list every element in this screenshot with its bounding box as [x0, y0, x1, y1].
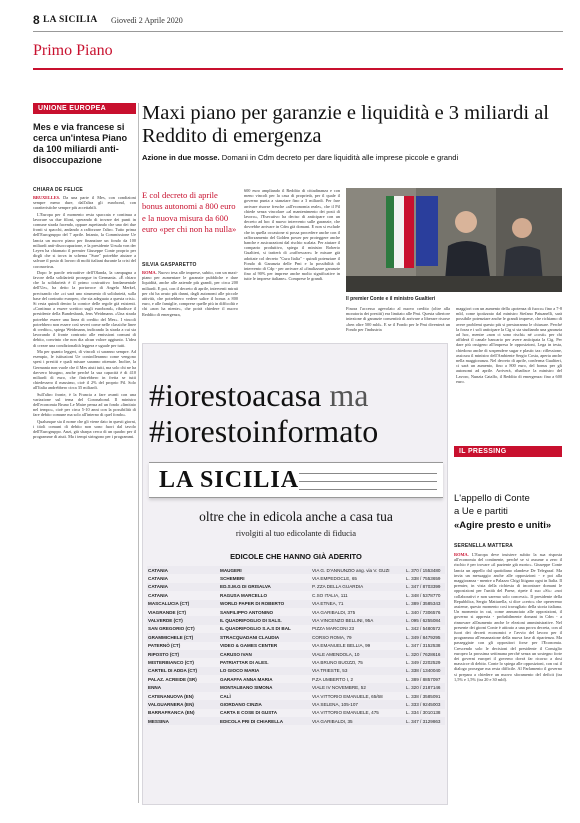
right-city: ROMA. [454, 552, 469, 557]
newsstand-phone: L. 347 / 3152538 [406, 643, 441, 649]
left-body [33, 195, 136, 795]
left-paragraph: L'Europa per il momento resta spaccata e continua a lavorare su due filoni, sperando di trovare dei punti in comune strada facendo, oppure aspettando che uno dei due fronti si spacchi, andando a rafforzare l'altro. Tutto prima dell'Eurogruppo del 7 aprile. Intanto, la Commissione Ue lancia un nuovo piano per finanziare un fondo da 100 miliardi anti-disoccupazione, e la presidente Ursula von der Leyen ha chiamato il premier Giuseppe Conte proprio per dirgli che si trova in schema "Sure" potrebbe aiutare a salvare il posto di lavoro di molti italiani durante la crisi del coronavirus. [33, 211, 136, 269]
newsstand-phone: L. 338 / 3585091 [406, 693, 441, 699]
newsstand-name: PATRIATTAR DI ALES. [220, 659, 269, 665]
newsstand-phone: L. 389 / 3585343 [405, 600, 445, 608]
main-col4: maggiori con un aumento della «potenza di fuoco» fino a 7-8 mld, come ipotizzato dal ministro Stefano Patuanelli, sarà possibile potenziare anche le grandi imprese, che richiamo di avere problemi questo più si prestarranno le chiusure. Perché la forza e i soli anticipare la Cig si sta studiando una garanzia ad hoc, mentre «non ci sono rischi» né «costi» per chi affiderà il canale bancario per avere anticipata la Cig. Per dare più ossigeno all'impresa le opposizioni, Lega in testa, chiedono anche di sospendere sugar e plastic tax: riflessione, assicura il ministro dell'Ambiente Sergio Costa, aperta anche nella maggioranza. Nel decreto di aprile, conferma Gualtieri, ci sarà un aumento, fino a 800 euro, del bonus per gli autonomi ad aprile. Arriverà, ribadisce la ministro del Lavoro, Nunzia Catalfo, il Reddito di emergenza: fino a 600 euro. [456, 306, 562, 384]
newsstand-name: EDICOLA PRI DI CHIARELLA [219, 717, 311, 725]
newsstand-name: WORLD PAPER DI ROBERTO [219, 600, 311, 608]
paper-name: LA SICILIA [43, 15, 98, 25]
newsstand-phone: L. 320 / 7628616 [405, 650, 445, 658]
page-header [33, 10, 563, 30]
table-row [147, 700, 445, 708]
newsstand-city: BARRAFRANCA (EN) [148, 710, 195, 716]
table-row [147, 566, 445, 574]
right-headline-line1: L'appello di Conte [454, 493, 530, 504]
newsstand-phone: L. 347 / 8703399 [405, 583, 445, 591]
newsstand-city: RIPOSTO (CT) [147, 650, 219, 658]
right-headline-line3: «Agire presto e uniti» [454, 520, 552, 531]
newsstand-address: P.ZA UMBERTO I, 2 [312, 676, 354, 682]
newsstand-address: VIA ETNEA, 71 [311, 600, 405, 608]
right-headline-line2: a Ue e partiti [454, 506, 508, 517]
newsstand-address: VIA SELENA, 105-107 [311, 700, 405, 708]
column-divider [138, 103, 139, 803]
newsstand-phone: L. 320 / 2187146 [405, 683, 445, 691]
newsstand-city: CATENANUOVA (EN) [148, 693, 194, 699]
section-label-unione-europea: UNIONE EUROPEA [33, 103, 136, 114]
newsstand-phone: L. 340 / 7306576 [406, 609, 441, 615]
newsstand-phone: L. 095 / 6255084 [405, 616, 445, 624]
left-lead: Da una parte il Mes, con condizioni sempre meno dure, dall'altra gli eurobond, con caratteristiche sempre più accettabili. [33, 195, 136, 211]
newsstand-name: STRACQUADANI CLAUDIA [219, 633, 311, 641]
table-row [147, 692, 445, 700]
table-row [147, 709, 445, 717]
newsstand-city: PATERNÒ (CT) [148, 643, 181, 649]
newsstand-phone: L. 349 / 8479295 [405, 633, 445, 641]
left-city: BRUXELLES. [33, 195, 61, 200]
newsstand-address: VIA VITTORIO EMANUELE, 65/68 [312, 693, 383, 699]
ad-logo-rule [299, 489, 437, 490]
main-subtitle-bold: Azione in due mosse. [142, 153, 220, 162]
main-subtitle [142, 153, 562, 162]
newsstand-city: CARTEL DI ADDA (CT) [147, 667, 219, 675]
newsstand-address: VIA VINCENZO BELLINI, 95A [311, 616, 405, 624]
table-row [147, 667, 445, 675]
newsstand-phone: L. 334 / 3010138 [406, 710, 441, 716]
main-byline: SILVIA GASPARETTO [142, 262, 197, 268]
newsstand-phone: L. 338 / 7553659 [406, 576, 441, 582]
ad-newspaper-logo [149, 462, 443, 498]
newsstand-name: VIDEO & GAMES CENTER [220, 643, 278, 649]
newsstand-table [147, 566, 445, 725]
main-subtitle-rest: Domani in Cdm decreto per dare liquidità alle imprese piccole e grandi [221, 153, 459, 162]
newsstand-city: VALGUARNERA (EN) [147, 700, 219, 708]
newsstand-phone: L. 389 / 8857097 [406, 676, 441, 682]
newsstand-city: CATANIA [147, 566, 219, 574]
left-paragraph: Dopo le parole retroattive dell'Olanda, la campagna a favore della solidarietà prosegue in Germania. «È chiaro che la solidarietà è il primo costruttivo fondamentale dell'Ue», ha detto la portavoce di Angela Merkel, precisando che «ci sarà uno strumento di solidarietà, sulla base del contratto europeo, che sia adeguato a questa crisi». Si resta quindi dentro la cornice delle regole già esistenti. «Continuo a essere scettico sugli eurobond», ribadisce il presidente della Bundesbank, Jens Weidmann. «Una strada potrebbe essere una linea di credito del Mes». I vincoli potrebbero non essere così severi come nelle classiche linee di credito», spiega Weidmann, indicando la strada a cui sta lavorando il fronte contrario alle emissioni comuni di debito, convinto che non dia alcun valore aggiunto. L'idea di creare una condizionalità leggera e uguale per tutti. [33, 269, 136, 348]
ad-hashtag-line-1 [149, 378, 368, 412]
newsstand-phone: L. 370 / 1553480 [405, 566, 445, 574]
newsstand-phone: L. 333 / 9245003 [405, 700, 445, 708]
table-row [147, 675, 445, 683]
newsstand-name: IL QUADRIFOGLIO DI SALS. [219, 616, 311, 624]
newsstand-address: VIA EMANUELE BELLIA, 99 [312, 643, 371, 649]
newsstand-city: MASCALUCIA (CT) [147, 600, 219, 608]
newsstand-address: PIZZA MARCONI 23 [312, 626, 355, 632]
table-row [147, 600, 445, 608]
newsstand-name: SANFILIPPO ANTONINO [220, 609, 274, 615]
newsstand-address: VIA GARIBALDI, 35 [311, 717, 405, 725]
newsstand-city: MESSINA [147, 717, 219, 725]
newsstand-name: MONTALBANO SIMONA [219, 683, 311, 691]
newsstand-address: VIALE AMENDOLA, 10 [311, 650, 405, 658]
newsstand-phone: L. 342 / 5480572 [406, 626, 441, 632]
newsstand-name: RAGUSA MARCELLO [220, 592, 268, 598]
newsstand-address: VIA BRUNO BUOZZI, 75 [312, 659, 363, 665]
main-col1: ROMA. Nuovo tesa alle imprese, subito, con un maxi-piano per aumentare le garanzie pubbliche e dare liquidità, anche alle aziende più grandi, per circa 200 miliardi. E poi, con il decreto di aprile, interventi mirati per chi ha avuto più danni, dagli autonomi alle piccole attività, che potrebbero vedere salire il bonus a 800 euro, e alle famiglie, comprese quelle più in difficoltà e chi «non ha niente», che potrà chiedere il nuovo Reddito di emergenza, [142, 270, 238, 317]
newsstand-name: CALÌ [220, 693, 231, 699]
newsstand-name: CARTA E COSE DI GUSTA [220, 710, 278, 716]
newsstand-name: GARAFFA ANNA MARIA [220, 676, 273, 682]
newsstand-city: MISTERBIANCO (CT) [148, 659, 194, 665]
table-row [147, 633, 445, 641]
newsstand-city: PALAZ. ACREIDE (SR) [148, 676, 197, 682]
ad-logo-text: LA SICILIA [159, 467, 300, 493]
newsstand-address: C.SO ITALIA, 111 [312, 592, 348, 598]
pull-quote: E col decreto di aprile bonus autonomi a 800 euro e la nuova misura da 600 euro «per chi non ha nulla» [142, 190, 237, 235]
table-row [147, 717, 445, 725]
ad-hashtag-ma: ma [321, 377, 369, 413]
newsstand-city: CATANIA [148, 592, 168, 598]
newsstand-phone: L. 349 / 2202529 [406, 659, 441, 665]
newsstand-address: VIA VITTORIO EMANUELE, 475 [312, 710, 379, 716]
right-article [454, 446, 562, 806]
newsstand-city: CATANIA [148, 576, 168, 582]
page-number: 8 [33, 13, 40, 27]
ad-subline: rivolgiti al tuo edicolante di fiducia [235, 528, 357, 538]
right-body: ROMA. L'Europa deve insistere subito la sua risposta all'economia del continente, perché se si assume a zero il rischio è per trovare «il paziente già morto». Giuseppe Conte lancia un appello dal quotidiano olandese De Telegraaf. Ma invia un messaggio anche alle opposizioni - e poi alla maggioranza - mentre a Palazzo Chigi litigano ogni in Italia. Il premier, in vista della richiesta di incontrare domani le opposizioni per l'unità del Paese, ripete il suo «Sì»: «noi collaborativi e non saremo solo concessi». Il presidente della Repubblica, Sergio Mattarella, si dice «certo» che opereremo assieme, questo momento così travagliato della storia italiana. Un momento in cui, come annunciato alle opposizioni, il governo si appresta - probabilmente domani in Cdm - a rinnovare all'aumento anche le elezioni amministrative. Nel presente dei giorni Conte è attirato a una prova decreta, con al fuori dei decreti economici e l'avvio del lavoro per il programma all'emanazione della nuova fase di ripartenza. Ma passeggiate con gli oppositori forse per l'Economia. Crescendo solo le decisioni del presidente il Consiglio europeo la prossima settimana perché senza un sostegno forte dei governi europei il governo dovrà far ricorso a dosi massicce di debito. Conte lo spiega alle opposizioni, con cui il dialogo prosegue ma resta difficile. Al Parlamento il governo si prepara a chiedere un nuovo sforamento del deficit (tra 1,5% e 1,5% (tra 20 e 30 mld). [454, 552, 562, 682]
newsstand-phone: L. 348 / 5378770 [406, 592, 441, 598]
newsstand-city: VALVERDE (CT) [147, 616, 219, 624]
table-row [147, 591, 445, 599]
section-title: Primo Piano [33, 42, 113, 59]
table-row [147, 658, 445, 666]
newsstand-name: LO GIOCO MARIA [219, 667, 311, 675]
main-headline: Maxi piano per garanzie e liquidità e 3 miliardi al Reddito di emergenza [142, 102, 550, 147]
main-col3: Finora l'accesso agevolato al nuovo credito (oltre alla moratoria dei prestiti) era limitato alle Pmi. Questa ulteriore iniezione di garanzie consentirà di arrivare a liberare risorse «ben oltre 500 mld». E se il Fondo per le Pmi diventerà un Fondo per l'industria [346, 306, 450, 332]
photo-conte-gualtieri [346, 188, 562, 292]
newsstand-address: VIALE IV NOVEMBRE, 52 [311, 683, 405, 691]
newsstand-address: VIA EMPEDOCLE, 65 [312, 576, 357, 582]
left-paragraph: Qualunque sia il nome che gli viene dato in questi giorni, i titoli comuni di debito non sono fuori dal tavolo dell'Eurogruppo. Anzi, già sbarpa cerca di un quadro per il programme di aiuti. Ma i tempi stringono per i programmi. [33, 418, 136, 440]
left-paragraph: Sull'altro fronte, è la Francia a fare avanti con una variazione sul tema del Coronabond. Il ministro dell'economia Bruno Le Maire pensa ad un fondo «limitato nel tempo», cioè per circa 5-10 anni con la possibilità di fare debito comune ma solo all'interno di quel fondo». [33, 391, 136, 418]
newsstand-phone: L. 338 / 1340040 [405, 667, 445, 675]
photo-caption: Il premier Conte e il ministro Gualtieri [346, 296, 436, 302]
section-label-il-pressing: IL PRESSING [454, 446, 562, 457]
main-city: ROMA. [142, 270, 157, 275]
section-rule [33, 68, 563, 70]
newsstand-city: VIAGRANDE (CT) [148, 609, 187, 615]
ad-logo-rule [299, 481, 437, 482]
table-row [147, 642, 445, 650]
photo-illustration [346, 188, 562, 292]
newsstand-city: ENNA [147, 683, 219, 691]
newsstand-phone: L. 347 / 3129863 [405, 717, 445, 725]
table-row [147, 583, 445, 591]
table-row [147, 625, 445, 633]
newsstand-name: CARUSO IVAN [219, 650, 311, 658]
newsstand-name: IL QUADRIFOGLIO S.A.S DI BAL [220, 626, 291, 632]
ad-tagline: oltre che in edicola anche a casa tua [199, 509, 393, 524]
newsstand-address: CORSO ROMA, 79 [311, 633, 405, 641]
ad-logo-rule [299, 473, 437, 474]
table-row [147, 616, 445, 624]
header-rule [33, 31, 563, 32]
right-byline: SERENELLA MATTERA [454, 543, 513, 549]
newsstand-city: GRAMMICHELE (CT) [147, 633, 219, 641]
main-col2: 600 euro ampliando il Reddito di cittadinanza e con meno vincoli per la casa di proprietà, per il quale il governo punta a stanziare fino a 3 miliardi. Per fare arrivare risorse fresche «all'economia reale», che il Pil chiede senza vincolare «al mantenimento dei posti di lavoro», l'Esecutivo ha deciso di anticipare con un decreto ad hoc il nuovo intervento sulle garanzie, che dovrebbe arrivare in Cdm già domani. E non si esclude che in quella occasione si possa procedere anche con il rafforzamento del Golden power per proteggere anche banche e assicurazioni dal rischio scalata. Per aiutare il comparto produttivo, spiega il ministro Roberto Gualtieri, si tratterà di «raffrescare» le misure già adottate col decreto "Cura Italia" - quindi potenziare il Fondo di Garanzia delle Pmi e la possibilità di intervento di Cdp - per arrivare al «finalizzare garanzie fino al 90% per imprese anche molto significative in tutte le imprese italiane». Comprese le grandi. [244, 188, 340, 282]
advertisement [142, 343, 448, 805]
table-row [147, 683, 445, 691]
newsstand-address: VIA G. D'ANNUNZIO ang. via V. GUZI [311, 566, 405, 574]
newsstand-name: MAUGERI [219, 566, 311, 574]
left-byline: CHIARA DE FELICE [33, 187, 83, 193]
newsstand-city: CATANIA [147, 583, 219, 591]
ad-hashtag-iorestoacasa: #iorestoacasa [149, 377, 322, 413]
table-row [147, 574, 445, 582]
page-date: Giovedì 2 Aprile 2020 [111, 16, 183, 25]
ad-hashtag-iorestoinformato: #iorestoinformato [149, 413, 379, 449]
left-paragraph: Ma per quanto leggeri, di vincoli ci saranno sempre. Ad esempio, le istituzioni Ue controlleranno come vengono spesi i prestiti e quali misure saranno ottenute. Inoltre, la Germania non vuole che il Mes aiuti tutti, ma solo chi ne ha davvero bisogno, anche perché la sua capacità è di 410 miliardi di euro, che finirebbero in fretta se tutti chiedessero il massimo, cioè il 2% del proprio Pil. Solo all'Italia andrebbero circa 35 miliardi. [33, 348, 136, 391]
ad-table-wrap [147, 566, 445, 725]
newsstand-address: VIA TRIESTE, 53 [311, 667, 405, 675]
newsstand-city: SAN GREGORIO (CT) [148, 626, 195, 632]
ad-table-title: EDICOLE CHE HANNO GIÀ ADERITO [230, 552, 362, 561]
newsstand-name: GIORDANO CINZIA [219, 700, 311, 708]
newsstand-address: P. ZZA DELLA GUARDIA [311, 583, 405, 591]
left-headline: Mes e via francese si cerca un'intesa Piano da 100 miliardi anti-disoccupazione [33, 122, 128, 165]
newsstand-name: ED.S.M.G DI GRISALVA [219, 583, 311, 591]
table-row [147, 650, 445, 658]
newsstand-address: VIA GARIBALDI, 375 [312, 609, 356, 615]
newsstand-name: SCHEMBRI [220, 576, 245, 582]
table-row [147, 608, 445, 616]
left-article [33, 103, 136, 803]
